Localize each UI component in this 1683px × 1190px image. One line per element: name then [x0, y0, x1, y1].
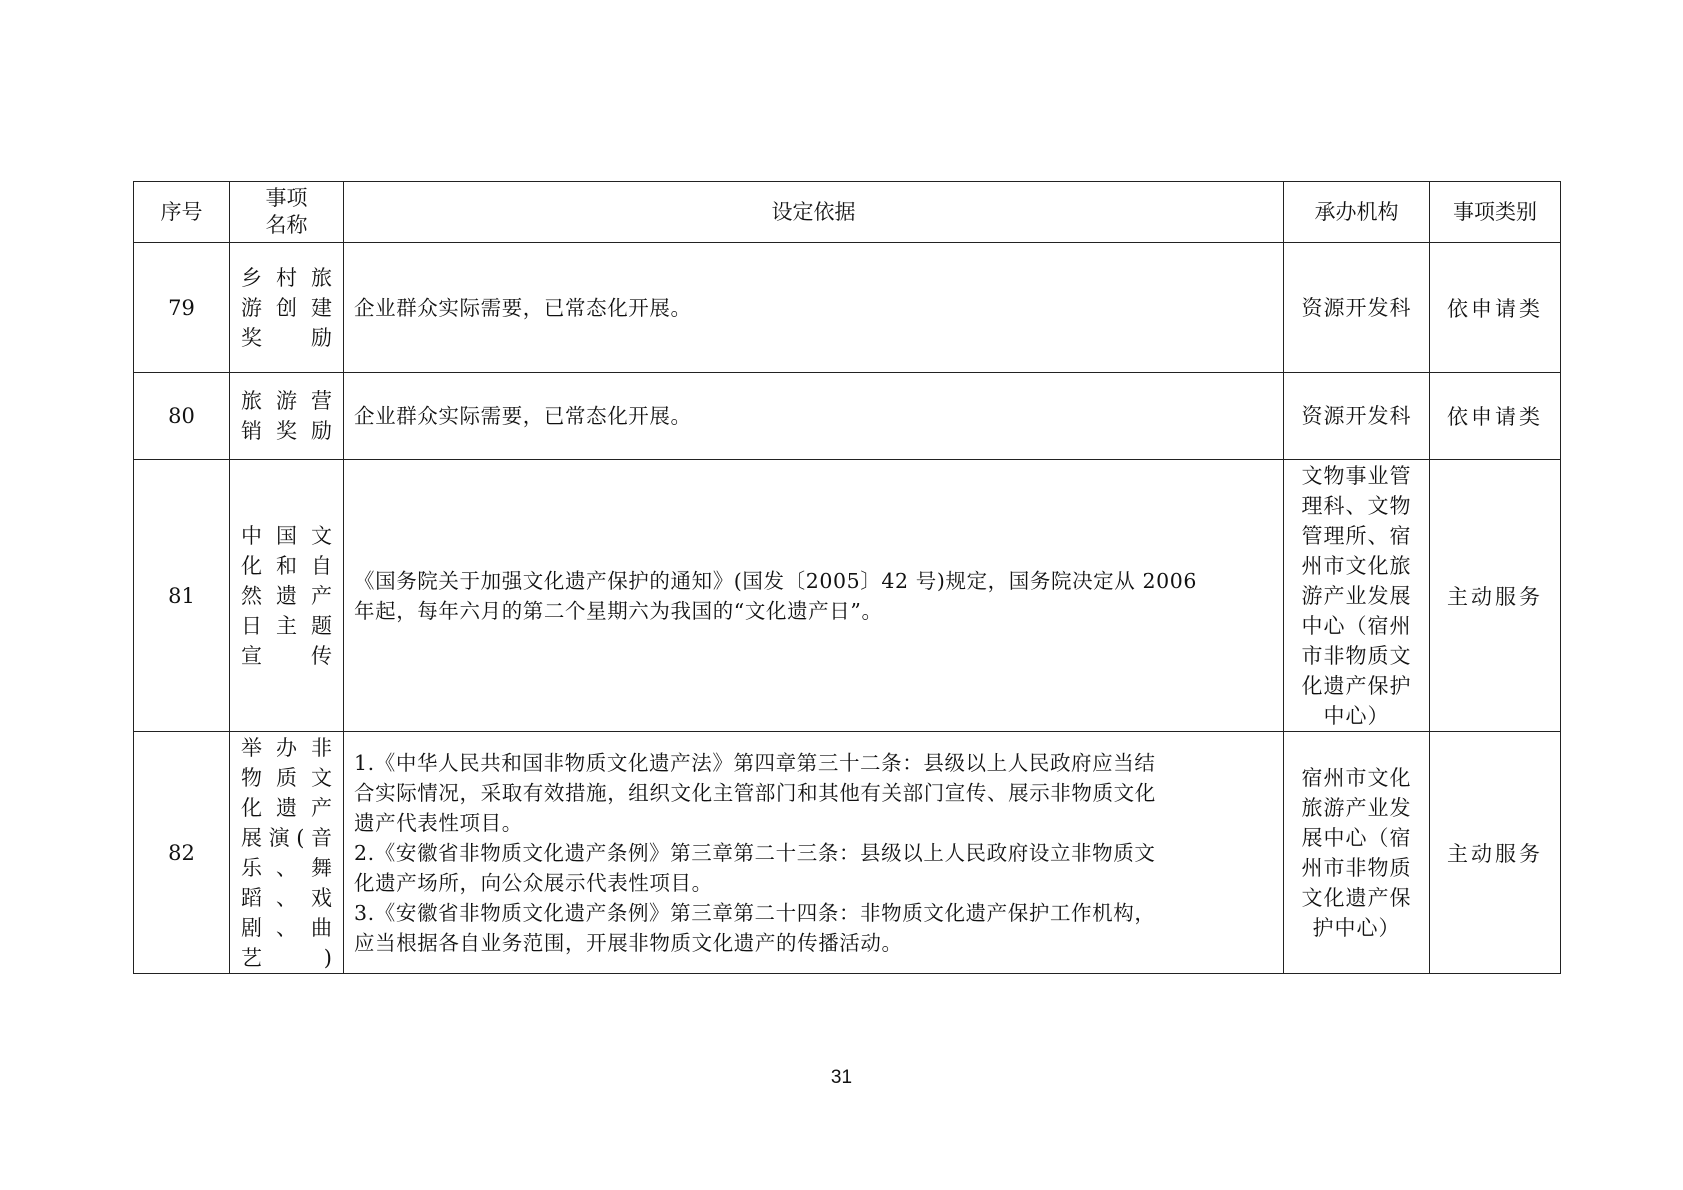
header-seq: 序号 [134, 182, 230, 243]
table-row [134, 373, 1561, 460]
item-name-line: 艺) [241, 945, 333, 970]
table-row [134, 732, 1561, 974]
item-name-line: 乡村旅 [241, 265, 333, 290]
org-line: 化遗产保护 [1301, 673, 1412, 698]
org-line: 州市非物质 [1301, 855, 1412, 880]
basis-line: 2.《安徽省非物质文化遗产条例》第三章第二十三条：县级以上人民政府设立非物质文 [354, 840, 1156, 865]
header-item-name-line1: 事项 [265, 186, 308, 210]
basis-line: 1.《中华人民共和国非物质文化遗产法》第四章第三十二条：县级以上人民政府应当结 [354, 750, 1156, 775]
basis-line: 合实际情况，采取有效措施，组织文化主管部门和其他有关部门宣传、展示非物质文化 [354, 780, 1156, 805]
cell-basis [344, 243, 1284, 373]
item-name-line: 化遗产 [241, 795, 333, 820]
header-item-name [230, 182, 344, 243]
item-name-line: 化和自 [241, 553, 333, 578]
org-line: 文物事业管 [1301, 463, 1412, 488]
header-organization: 承办机构 [1284, 182, 1430, 243]
org-line: 市非物质文 [1301, 643, 1412, 668]
cell-item-name [230, 732, 344, 974]
table-header-row [134, 182, 1561, 243]
cell-organization [1284, 373, 1430, 460]
org-line: 管理所、宿 [1301, 523, 1412, 548]
org-line: 旅游产业发 [1301, 795, 1412, 820]
cell-item-type: 依申请类 [1430, 243, 1561, 373]
cell-item-name [230, 373, 344, 460]
header-item-type: 事项类别 [1430, 182, 1561, 243]
header-item-name-line2: 名称 [265, 213, 308, 237]
item-name-line: 销奖励 [241, 419, 333, 443]
cell-organization [1284, 243, 1430, 373]
basis-line: 年起，每年六月的第二个星期六为我国的“文化遗产日”。 [354, 598, 883, 623]
cell-seq: 80 [134, 373, 230, 460]
org-line: 护中心） [1312, 915, 1401, 940]
org-line: 中心） [1323, 703, 1390, 728]
cell-item-type: 主动服务 [1430, 460, 1561, 732]
cell-organization [1284, 460, 1430, 732]
basis-line: 化遗产场所，向公众展示代表性项目。 [354, 870, 713, 895]
table-body [134, 243, 1561, 974]
item-name-line: 剧、曲 [241, 915, 333, 940]
cell-item-type: 主动服务 [1430, 732, 1561, 974]
org-line: 文化遗产保 [1301, 885, 1412, 910]
basis-line: 遗产代表性项目。 [354, 810, 523, 835]
page-number: 31 [830, 1067, 853, 1088]
item-name-line: 蹈、戏 [241, 885, 333, 910]
item-name-line: 然遗产 [241, 583, 333, 608]
cell-seq: 81 [134, 460, 230, 732]
basis-line: 《国务院关于加强文化遗产保护的通知》(国发〔2005〕42 号)规定，国务院决定从 2006 [354, 568, 1198, 593]
basis-line: 应当根据各自业务范围，开展非物质文化遗产的传播活动。 [354, 930, 903, 955]
item-name-line: 中国文 [241, 523, 333, 548]
table-row [134, 243, 1561, 373]
item-name-line: 展演(音 [241, 825, 333, 850]
org-line: 中心（宿州 [1301, 613, 1412, 638]
item-name-line: 乐、舞 [241, 855, 333, 880]
table-row [134, 460, 1561, 732]
cell-basis [344, 373, 1284, 460]
org-line: 游产业发展 [1301, 583, 1412, 608]
org-line: 理科、文物 [1301, 493, 1412, 518]
item-name-line: 奖励 [241, 325, 333, 350]
cell-item-name [230, 243, 344, 373]
cell-seq: 79 [134, 243, 230, 373]
cell-item-type: 依申请类 [1430, 373, 1561, 460]
cell-basis [344, 460, 1284, 732]
cell-item-name [230, 460, 344, 732]
org-line: 资源开发科 [1301, 404, 1412, 428]
cell-basis [344, 732, 1284, 974]
cell-organization [1284, 732, 1430, 974]
org-line: 展中心（宿 [1301, 825, 1412, 850]
item-name-line: 游创建 [241, 295, 333, 320]
org-line: 州市文化旅 [1301, 553, 1412, 578]
item-name-line: 旅游营 [241, 389, 333, 413]
basis-line: 3.《安徽省非物质文化遗产条例》第三章第二十四条：非物质文化遗产保护工作机构， [354, 900, 1156, 925]
org-line: 宿州市文化 [1301, 765, 1412, 790]
header-basis: 设定依据 [344, 182, 1284, 243]
cell-seq: 82 [134, 732, 230, 974]
basis-line: 企业群众实际需要，已常态化开展。 [354, 295, 692, 320]
item-name-line: 举办非 [241, 735, 333, 760]
item-name-line: 宣传 [241, 643, 333, 668]
org-line: 资源开发科 [1301, 295, 1412, 320]
item-name-line: 物质文 [241, 765, 333, 790]
basis-line: 企业群众实际需要，已常态化开展。 [354, 404, 692, 428]
item-list-table [133, 181, 1561, 974]
item-name-line: 日主题 [241, 613, 333, 638]
